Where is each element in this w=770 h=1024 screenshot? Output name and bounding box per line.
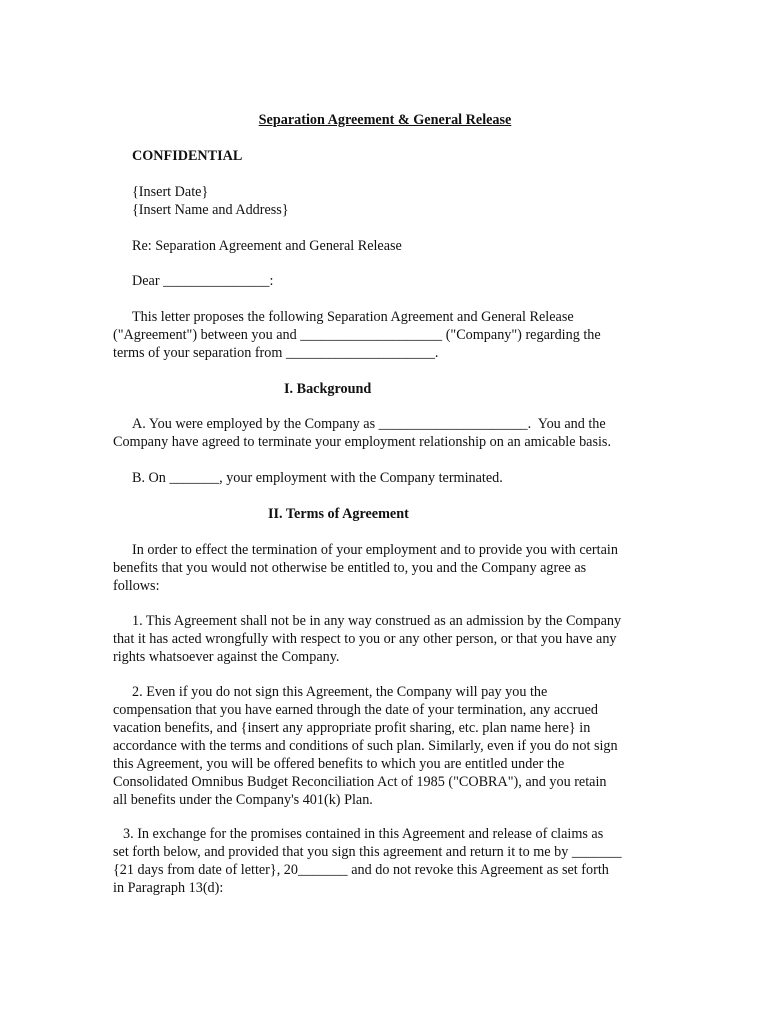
paragraph-2 [113, 683, 658, 809]
intro-line-2: ("Agreement") between you and ____________________ ("Company") regarding the [113, 327, 601, 343]
document-title: Separation Agreement & General Release [258, 112, 512, 128]
insert-date-placeholder: {Insert Date} [132, 184, 209, 200]
paragraph-a-line-1: A. You were employed by the Company as _____________________. You and the [132, 416, 606, 432]
paragraph-1-line-2: that it has acted wrongfully with respect to you or any other person, or that you have any [113, 631, 617, 647]
section-heading-terms: II. Terms of Agreement [268, 506, 409, 522]
paragraph-3-line-3: {21 days from date of letter}, 20_______ and do not revoke this Agreement as set forth [113, 862, 609, 878]
terms-intro-line-1: In order to effect the termination of your employment and to provide you with certain [132, 542, 618, 558]
terms-intro-paragraph [113, 541, 658, 595]
paragraph-2-line-5: this Agreement, you will be offered benefits to which you are entitled under the [113, 756, 565, 772]
confidential-label: CONFIDENTIAL [132, 148, 243, 164]
paragraph-2-line-3: vacation benefits, and {insert any appropriate profit sharing, etc. plan name here} in [113, 720, 591, 736]
paragraph-a [113, 415, 658, 451]
paragraph-3 [113, 825, 658, 897]
terms-intro-line-2: benefits that you would not otherwise be entitled to, you and the Company agree as [113, 560, 587, 576]
section-heading-background: I. Background [284, 381, 372, 397]
intro-line-1: This letter proposes the following Separation Agreement and General Release [132, 309, 574, 325]
paragraph-3-line-2: set forth below, and provided that you sign this agreement and return it to me by _______ [113, 844, 622, 860]
paragraph-2-line-1: 2. Even if you do not sign this Agreement, the Company will pay you the [132, 684, 548, 700]
paragraph-1 [113, 612, 658, 666]
paragraph-1-line-1: 1. This Agreement shall not be in any way construed as an admission by the Company [132, 613, 622, 629]
re-line: Re: Separation Agreement and General Release [132, 238, 402, 254]
intro-line-3: terms of your separation from _____________________. [113, 345, 439, 361]
paragraph-3-line-4: in Paragraph 13(d): [113, 880, 224, 896]
intro-paragraph [113, 308, 658, 362]
paragraph-3-line-1: 3. In exchange for the promises contained in this Agreement and release of claims as [123, 826, 604, 842]
paragraph-1-line-3: rights whatsoever against the Company. [113, 649, 340, 665]
paragraph-2-line-4: accordance with the terms and conditions of such plan. Similarly, even if you do not sign [113, 738, 618, 754]
terms-intro-line-3: follows: [113, 578, 160, 594]
paragraph-b: B. On _______, your employment with the Company terminated. [132, 470, 503, 486]
paragraph-2-line-6: Consolidated Omnibus Budget Reconciliation Act of 1985 ("COBRA"), and you retain [113, 774, 607, 790]
paragraph-2-line-7: all benefits under the Company's 401(k) Plan. [113, 792, 373, 808]
paragraph-2-line-2: compensation that you have earned through the date of your termination, any accrued [113, 702, 598, 718]
insert-name-address-placeholder: {Insert Name and Address} [132, 202, 289, 218]
paragraph-a-line-2: Company have agreed to terminate your employment relationship on an amicable basis. [113, 434, 611, 450]
salutation-line: Dear _______________: [132, 273, 274, 289]
